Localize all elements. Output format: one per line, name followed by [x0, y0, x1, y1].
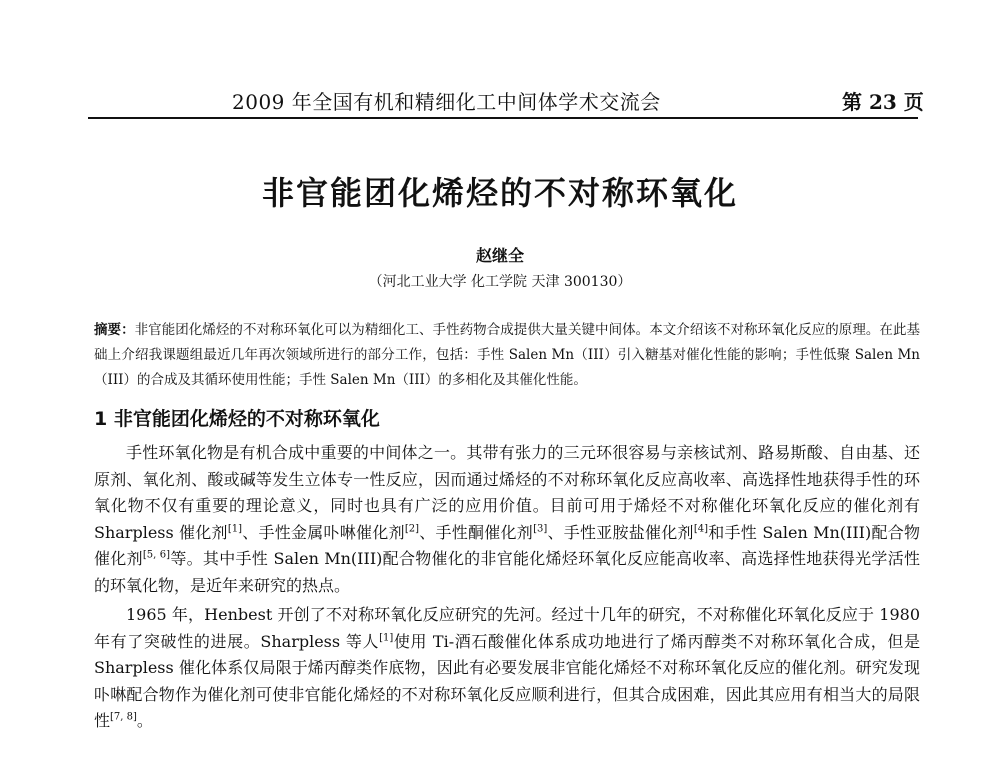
- body-paragraph-2: [94, 602, 920, 735]
- paragraph-text: 、手性金属卟啉催化剂: [242, 522, 405, 542]
- paragraph-text: 1965 年，Henbest 开创了不对称环氧化反应研究的先河。经过十几年的研究，不对称催化环氧化反应于 1980 年有了突破性的进展。Sharpless 等人: [94, 605, 920, 651]
- citation-ref: [4]: [693, 523, 708, 535]
- paragraph-text: 、手性酮催化剂: [419, 522, 534, 542]
- paragraph-text: 等。其中手性 Salen Mn(III)配合物催化的非官能化烯烃环氧化反应能高收率、高选择性地获得光学活性的环氧化物，是近年来研究的热点。: [94, 549, 920, 595]
- abstract-label: 摘要：: [94, 322, 135, 338]
- citation-ref: [3]: [533, 523, 548, 535]
- abstract: [94, 318, 920, 393]
- paper-title: 非官能团化烯烃的不对称环氧化: [261, 174, 738, 212]
- citation-ref: [5, 6]: [142, 549, 171, 561]
- paragraph-text: 手性环氧化物是有机合成中重要的中间体之一。其带有张力的三元环很容易与亲核试剂、路易斯酸、自由基、还原剂、氧化剂、酸或碱等发生立体专一性反应，因而通过烯烃的不对称环氧化反应高收率、高选择性地获得手性的环氧化物不仅有重要的理论意义，同时也具有广泛的应用价值。目前可用于烯烃不对称催化环氧化反应的催化剂有 Sharpless 催化剂: [94, 443, 920, 542]
- citation-ref: [1]: [379, 632, 394, 644]
- citation-ref: [2]: [404, 523, 419, 535]
- paragraph-text: 和手性 Salen Mn(III)配合物催化剂: [94, 522, 920, 568]
- citation-ref: [1]: [227, 523, 242, 535]
- citation-ref: [7, 8]: [110, 711, 137, 723]
- header-rule: [88, 117, 918, 119]
- running-header: 2009 年全国有机和精细化工中间体学术交流会: [232, 90, 661, 114]
- abstract-text: 非官能团化烯烃的不对称环氧化可以为精细化工、手性药物合成提供大量关键中间体。本文介绍该不对称环氧化反应的原理。在此基础上介绍我课题组最近几年再次领域所进行的部分工作，包括：手性 Salen Mn（III）引入糖基对催化性能的影响；手性低聚 Salen Mn（III）的合成及其循环使用性能；手性 Salen Mn（III）的多相化及其催化性能。: [94, 322, 920, 388]
- paragraph-text: 使用 Ti-酒石酸催化体系成功地进行了烯丙醇类不对称环氧化合成，但是 Sharpless 催化体系仅局限于烯丙醇类作底物，因此有必要发展非官能化烯烃不对称环氧化反应的催化剂。研究发现卟啉配合物作为催化剂可使非官能化烯烃的不对称环氧化反应顺利进行，但其合成困难，因此其应用有相当大的局限性: [94, 631, 920, 730]
- section-heading: 1 非官能团化烯烃的不对称环氧化: [94, 408, 380, 430]
- page-number: 第 23 页: [842, 90, 924, 114]
- author-name: 赵继全: [475, 246, 524, 265]
- paragraph-text: 、手性亚胺盐催化剂: [547, 522, 694, 542]
- body-paragraph-1: [94, 440, 920, 599]
- paragraph-text: 。: [136, 711, 153, 730]
- author-affiliation: （河北工业大学 化工学院 天津 300130）: [368, 274, 632, 290]
